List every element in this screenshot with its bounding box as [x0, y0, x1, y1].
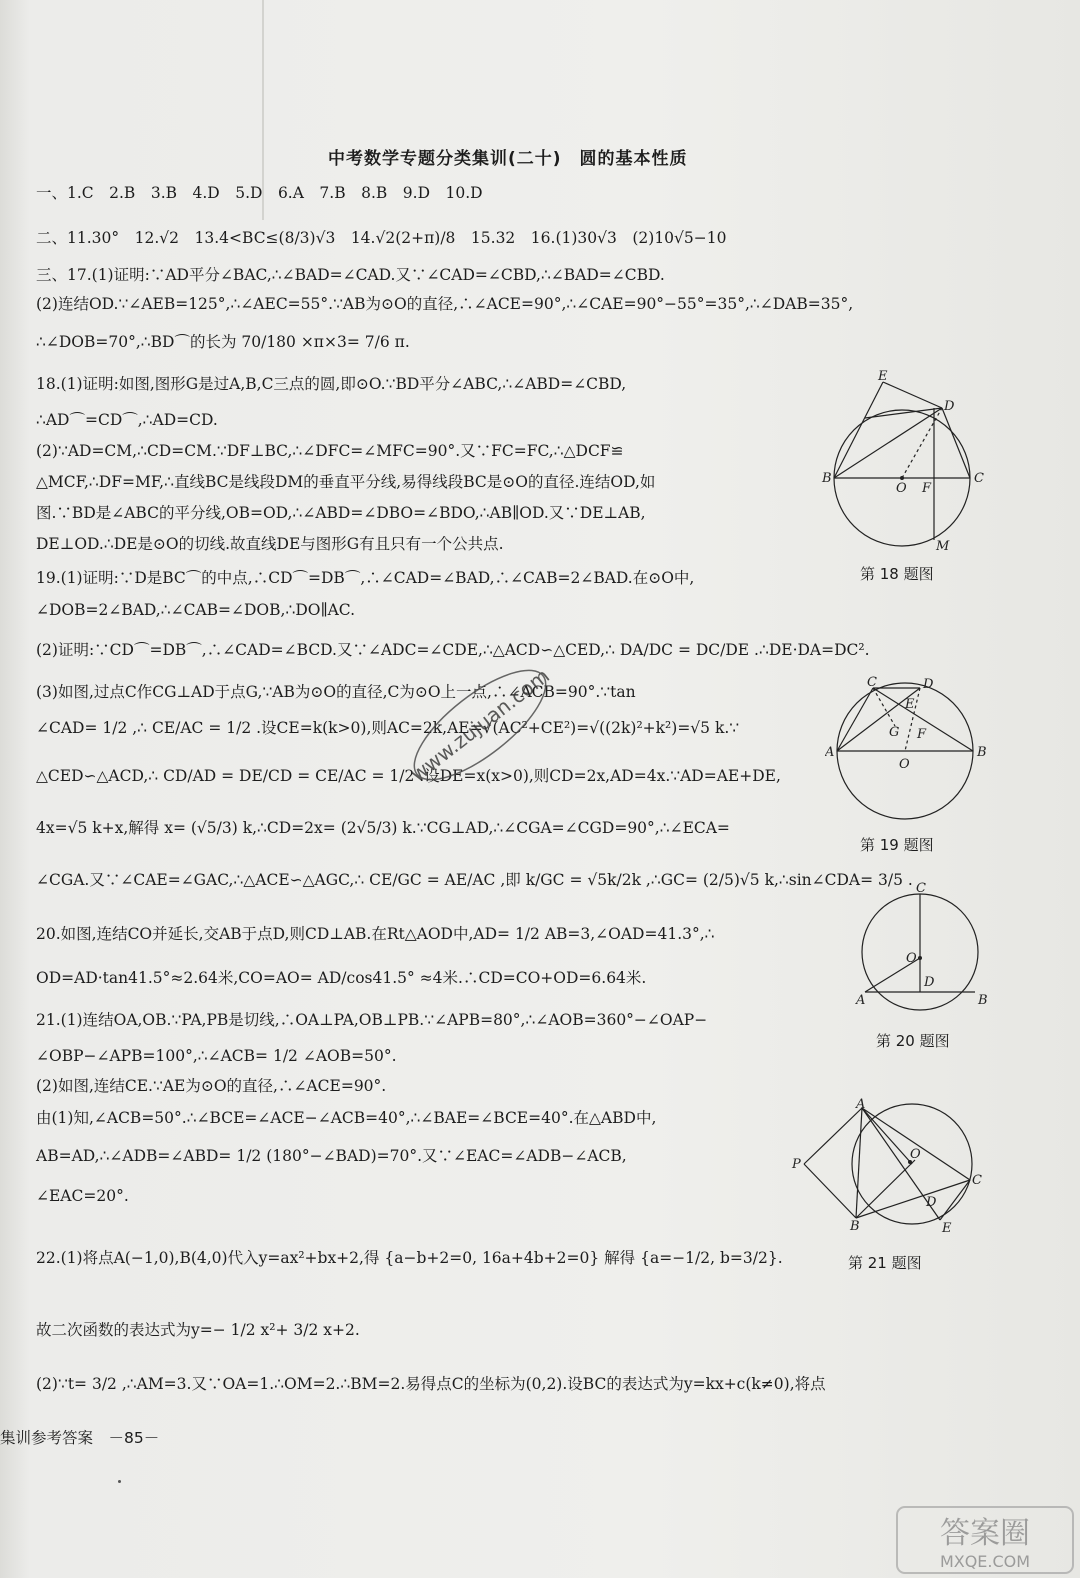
- figure-20: [850, 880, 990, 1020]
- page-title: 中考数学专题分类集训(二十) 圆的基本性质: [328, 149, 688, 169]
- figure-21-caption: 第 21 题图: [848, 1254, 922, 1272]
- answer-line: 由(1)知,∠ACB=50°.∴∠BCE=∠ACE−∠ACB=40°,∴∠BAE=∠BCE=40°.在△ABD中,: [36, 1109, 657, 1127]
- fig18-label: F: [922, 481, 932, 496]
- fig21-label: C: [972, 1173, 982, 1188]
- fig18-label: M: [936, 539, 950, 553]
- fig19-label: G: [889, 725, 900, 740]
- watermark-stamp: [380, 640, 580, 810]
- answer-line: AB=AD,∴∠ADB=∠ABD= 1/2 (180°−∠BAD)=70°.又∵∠EAC=∠ADB−∠ACB,: [36, 1147, 627, 1165]
- answer-line: (2)如图,连结CE.∵AE为⊙O的直径,∴∠ACE=90°.: [36, 1077, 387, 1095]
- answer-line: 21.(1)连结OA,OB.∵PA,PB是切线,∴OA⊥PA,OB⊥PB.∵∠APB=80°,∴∠AOB=360°−∠OAP−: [36, 1011, 708, 1029]
- answer-line: DE⊥OD.∴DE是⊙O的切线.故直线DE与图形G有且只有一个公共点.: [36, 535, 504, 553]
- answer-line: (2)连结OD.∵∠AEB=125°,∴∠AEC=55°.∵AB为⊙O的直径,∴∠ACE=90°,∴∠CAE=90°−55°=35°,∴∠DAB=35°,: [36, 295, 854, 313]
- fig20-label: O: [906, 951, 917, 966]
- answer-line: ∠EAC=20°.: [36, 1187, 129, 1205]
- answer-line: ∴∠DOB=70°,∴BD⌒的长为 70/180 ×π×3= 7/6 π.: [36, 333, 410, 351]
- fig18-label: C: [974, 471, 984, 486]
- fig21-label: D: [926, 1195, 937, 1210]
- fig21-label: O: [910, 1147, 921, 1162]
- answer-line: 二、11.30° 12.√2 13.4<BC≤(8/3)√3 14.√2(2+π)/8 15.32 16.(1)30√3 (2)10√5−10: [36, 229, 727, 247]
- fig19-label: D: [923, 677, 934, 692]
- fig20-label: C: [916, 881, 926, 896]
- answer-line: △MCF,∴DF=MF,∴直线BC是线段DM的垂直平分线,易得线段BC是⊙O的直径.连结OD,如: [36, 473, 656, 491]
- answer-line: 18.(1)证明:如图,图形G是过A,B,C三点的圆,即⊙O.∵BD平分∠ABC,∴∠ABD=∠CBD,: [36, 375, 627, 393]
- logo-text: 答案圈: [940, 1516, 1030, 1551]
- page-footer: 集训参考答案 －85－: [0, 1429, 160, 1447]
- fig19-label: C: [867, 676, 877, 690]
- figure-20-caption: 第 20 题图: [876, 1032, 950, 1050]
- fig18-label: E: [878, 369, 888, 384]
- fig19-label: O: [899, 757, 910, 772]
- answer-line: △CED∽△ACD,∴ CD/AD = DE/CD = CE/AC = 1/2 .设DE=x(x>0),则CD=2x,AD=4x.∵AD=AE+DE,: [36, 767, 781, 785]
- answer-line: 三、17.(1)证明:∵AD平分∠BAC,∴∠BAD=∠CAD.又∵∠CAD=∠CBD,∴∠BAD=∠CBD.: [36, 266, 665, 284]
- answer-line: 22.(1)将点A(−1,0),B(4,0)代入y=ax²+bx+2,得 {a−b+2=0, 16a+4b+2=0} 解得 {a=−1/2, b=3/2}.: [36, 1249, 783, 1267]
- answer-line: 一、1.C 2.B 3.B 4.D 5.D 6.A 7.B 8.B 9.D 10.D: [36, 184, 483, 202]
- figure-18-caption: 第 18 题图: [860, 565, 934, 583]
- site-logo: [895, 1505, 1075, 1575]
- fig19-label: B: [977, 745, 987, 760]
- fig20-label: D: [924, 975, 935, 990]
- answer-line: (2)∵t= 3/2 ,∴AM=3.又∵OA=1.∴OM=2.∴BM=2.易得点C的坐标为(0,2).设BC的表达式为y=kx+c(k≠0),将点: [36, 1375, 826, 1393]
- speck: [118, 1480, 121, 1483]
- figure-19: [825, 676, 995, 831]
- logo-url: MXQE.COM: [939, 1552, 1031, 1571]
- answer-line: 图.∵BD是∠ABC的平分线,OB=OD,∴∠ABD=∠DBO=∠BDO,∴AB∥OD.又∵DE⊥AB,: [36, 504, 646, 522]
- answer-line: (2)证明:∵CD⌒=DB⌒,∴∠CAD=∠BCD.又∵∠ADC=∠CDE,∴△ACD∽△CED,∴ DA/DC = DC/DE .∴DE·DA=DC².: [36, 641, 870, 659]
- answer-line: 故二次函数的表达式为y=− 1/2 x²+ 3/2 x+2.: [36, 1321, 360, 1339]
- fig18-label: B: [822, 471, 832, 486]
- figure-21: [790, 1098, 990, 1238]
- fig19-label: E: [905, 697, 915, 712]
- answer-line: OD=AD·tan41.5°≈2.64米,CO=AO= AD/cos41.5° ≈4米.∴CD=CO+OD=6.64米.: [36, 969, 647, 987]
- answer-line: ∠CAD= 1/2 ,∴ CE/AC = 1/2 .设CE=k(k>0),则AC=2k,AE=√(AC²+CE²)=√((2k)²+k²)=√5 k.∵: [36, 719, 740, 737]
- fig21-label: B: [850, 1219, 860, 1234]
- answer-line: ∴AD⌒=CD⌒,∴AD=CD.: [36, 411, 218, 429]
- fig21-label: A: [856, 1098, 866, 1112]
- fig18-label: D: [944, 399, 955, 414]
- answer-line: (2)∵AD=CM,∴CD=CM.∵DF⊥BC,∴∠DFC=∠MFC=90°.又∵FC=FC,∴△DCF≌: [36, 442, 624, 460]
- fig21-label: P: [792, 1157, 801, 1172]
- answer-line: (3)如图,过点C作CG⊥AD于点G,∵AB为⊙O的直径,C为⊙O上一点,∴∠ACB=90°.∵tan: [36, 683, 636, 701]
- watermark-text: www.zujuan.com: [406, 663, 554, 787]
- answer-line: ∠CGA.又∵∠CAE=∠GAC,∴△ACE∽△AGC,∴ CE/GC = AE/AC ,即 k/GC = √5k/2k ,∴GC= (2/5)√5 k,∴sin∠CDA= 3/5 .: [36, 871, 913, 889]
- figure-18: [820, 368, 990, 553]
- answer-line: ∠OBP−∠APB=100°,∴∠ACB= 1/2 ∠AOB=50°.: [36, 1047, 397, 1065]
- fig18-label: O: [896, 481, 907, 496]
- fig20-label: A: [856, 993, 866, 1008]
- answer-line: 20.如图,连结CO并延长,交AB于点D,则CD⊥AB.在Rt△AOD中,AD= 1/2 AB=3,∠OAD=41.3°,∴: [36, 925, 715, 943]
- answer-line: 4x=√5 k+x,解得 x= (√5/3) k,∴CD=2x= (2√5/3) k.∵CG⊥AD,∴∠CGA=∠CGD=90°,∴∠ECA=: [36, 819, 730, 837]
- fig20-label: B: [978, 993, 988, 1008]
- fig19-label: A: [825, 745, 835, 760]
- answer-line: ∠DOB=2∠BAD,∴∠CAB=∠DOB,∴DO∥AC.: [36, 601, 356, 619]
- fig19-label: F: [917, 727, 927, 742]
- fig21-label: E: [942, 1221, 952, 1236]
- figure-19-caption: 第 19 题图: [860, 836, 934, 854]
- answer-line: 19.(1)证明:∵D是BC⌒的中点,∴CD⌒=DB⌒,∴∠CAD=∠BAD,∴∠CAB=2∠BAD.在⊙O中,: [36, 569, 695, 587]
